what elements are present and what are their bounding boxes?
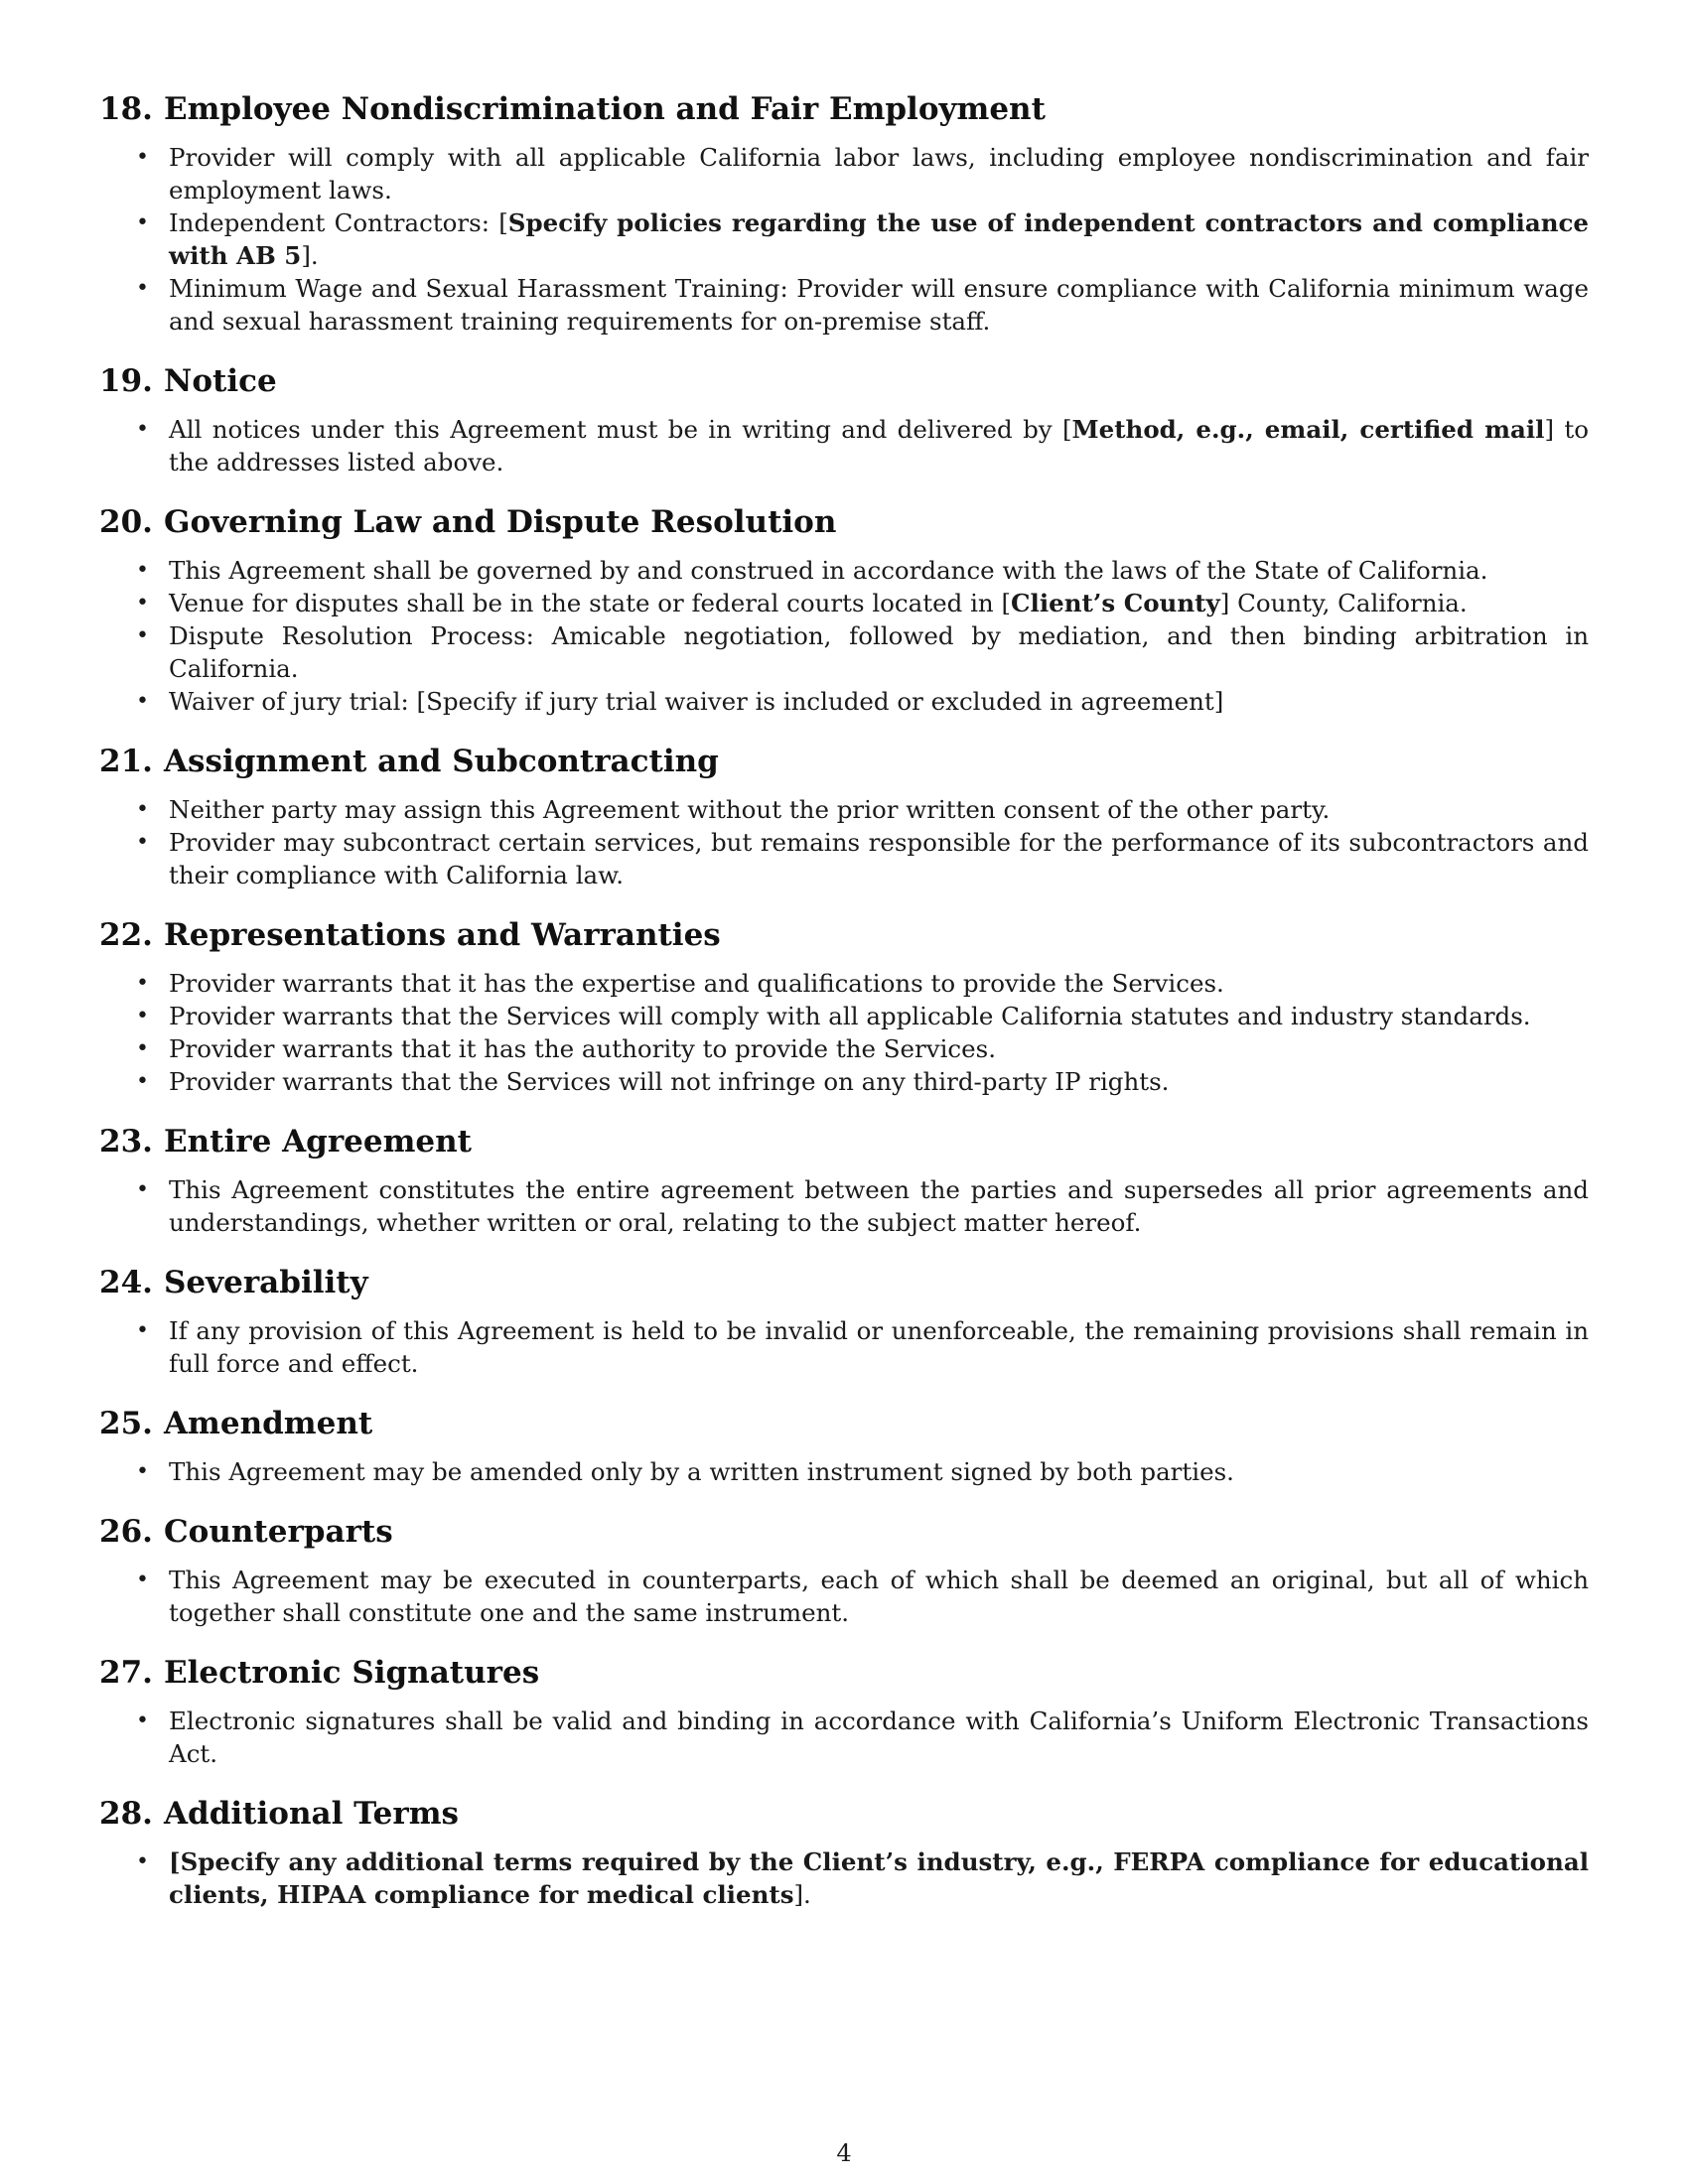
section-heading [99,742,1589,781]
list-item [99,1000,1589,1032]
section-title: Additional Terms [164,1796,459,1832]
item-text: Venue for disputes shall be in the state or federal courts located in [169,589,1002,617]
section-heading [99,502,1589,542]
item-text: Provider warrants that the Services will not infringe on any third-party IP rights. [169,1067,1170,1096]
item-text: Neither party may assign this Agreement without the prior written consent of the other party. [169,795,1331,824]
item-text: [ [1061,415,1072,444]
list-item [99,1455,1589,1488]
item-text: Independent Contractors: [169,208,499,237]
section-title: Employee Nondiscrimination and Fair Employment [164,91,1046,127]
bullet-icon: • [136,210,149,235]
list-item [99,1845,1589,1911]
bullet-icon: • [136,1004,149,1028]
section-number: 22. [99,917,153,953]
section-23 [99,1122,1589,1239]
section-title: Counterparts [164,1514,393,1550]
page-number: 4 [836,2139,852,2167]
list-item [99,826,1589,891]
section-title: Entire Agreement [164,1124,472,1160]
section-number: 20. [99,504,153,540]
bullet-list [99,967,1589,1098]
item-text: Electronic signatures shall be valid and binding in accordance with California’s Uniform Electronic Transactions Act. [169,1706,1589,1768]
section-title: Amendment [164,1406,373,1441]
section-heading [99,361,1589,401]
bullet-icon: • [136,971,149,996]
item-text: ]. [301,241,319,270]
item-text: Provider warrants that it has the expertise and qualifications to provide the Services. [169,969,1224,998]
list-item [99,685,1589,718]
section-heading [99,1404,1589,1443]
section-number: 21. [99,744,153,779]
section-number: 26. [99,1514,153,1550]
bullet-icon: • [136,1459,149,1484]
section-26 [99,1512,1589,1629]
bullet-list [99,793,1589,891]
bullet-icon: • [136,1318,149,1343]
list-item [99,1564,1589,1629]
item-text: [ [498,208,508,237]
bullet-icon: • [136,145,149,170]
section-heading [99,915,1589,955]
section-title: Severability [164,1265,368,1300]
section-number: 24. [99,1265,153,1300]
list-item [99,413,1589,478]
bold-placeholder-text: Method, e.g., email, certified mail [1071,415,1545,444]
section-28 [99,1794,1589,1911]
section-title: Governing Law and Dispute Resolution [164,504,837,540]
bullet-list [99,1455,1589,1488]
list-item [99,141,1589,206]
bullet-list [99,1564,1589,1629]
section-number: 23. [99,1124,153,1160]
section-title: Representations and Warranties [164,917,721,953]
bullet-icon: • [136,1036,149,1061]
section-heading [99,1653,1589,1693]
list-item [99,793,1589,826]
item-text: ] to the addresses listed above. [169,415,1589,477]
item-text: Dispute Resolution Process: Amicable negotiation, followed by mediation, and then binding arbitration in California. [169,621,1589,683]
item-text: Provider will comply with all applicable California labor laws, including employee nondiscrimination and fair employment laws. [169,143,1589,205]
bullet-icon: • [136,689,149,714]
bullet-icon: • [136,623,149,648]
list-item [99,272,1589,338]
bullet-icon: • [136,1177,149,1202]
bullet-icon: • [136,1568,149,1592]
bold-placeholder-text: Specify policies regarding the use of independent contractors and compliance with AB 5 [169,208,1590,270]
bold-placeholder-text: [ [169,1847,181,1876]
section-27 [99,1653,1589,1770]
section-18 [99,89,1589,338]
bullet-list [99,141,1589,338]
section-heading [99,1794,1589,1834]
bullet-icon: • [136,276,149,301]
list-item [99,554,1589,587]
bold-placeholder-text: Specify any additional terms required by the Client’s industry, e.g., FERPA compliance for educational clients, HIPAA compliance for medical clients [169,1847,1589,1909]
bullet-list [99,1845,1589,1911]
bullet-icon: • [136,558,149,583]
section-number: 28. [99,1796,153,1832]
section-22 [99,915,1589,1098]
bullet-list [99,1314,1589,1380]
section-heading [99,1512,1589,1552]
item-text: Provider may subcontract certain services, but remains responsible for the performance of its subcontractors and their compliance with California law. [169,828,1589,889]
item-text: ]. [793,1880,811,1909]
item-text: This Agreement may be executed in counterparts, each of which shall be deemed an original, but all of which together shall constitute one and the same instrument. [169,1566,1589,1627]
bullet-icon: • [136,417,149,442]
bullet-icon: • [136,591,149,615]
bullet-icon: • [136,1849,149,1874]
item-text: Minimum Wage and Sexual Harassment Training: Provider will ensure compliance with California minimum wage and sexual harassment training requirements for on-premise staff. [169,274,1589,336]
section-title: Assignment and Subcontracting [164,744,719,779]
item-text: All notices under this Agreement must be in writing and delivered by [169,415,1062,444]
bullet-icon: • [136,1069,149,1094]
section-19 [99,361,1589,478]
bullet-list [99,554,1589,718]
section-heading [99,89,1589,129]
list-item [99,206,1589,272]
item-text: Provider warrants that the Services will comply with all applicable California statutes and industry standards. [169,1002,1531,1030]
item-text: This Agreement constitutes the entire agreement between the parties and supersedes all prior agreements and understandings, whether written or oral, relating to the subject matter hereof. [169,1175,1589,1237]
list-item [99,1032,1589,1065]
bullet-list [99,1173,1589,1239]
bullet-list [99,413,1589,478]
item-text: If any provision of this Agreement is held to be invalid or unenforceable, the remaining provisions shall remain in full force and effect. [169,1316,1589,1378]
item-text: Provider warrants that it has the authority to provide the Services. [169,1034,997,1063]
list-item [99,1314,1589,1380]
list-item [99,587,1589,619]
item-text: ] County, California. [1219,589,1468,617]
list-item [99,967,1589,1000]
section-24 [99,1263,1589,1380]
section-heading [99,1122,1589,1161]
section-21 [99,742,1589,891]
document-body [99,89,1589,1935]
item-text: Waiver of jury trial: [Specify if jury trial waiver is included or excluded in agreement] [169,687,1224,716]
list-item [99,1173,1589,1239]
section-heading [99,1263,1589,1302]
bold-placeholder-text: Client’s County [1011,589,1220,617]
section-number: 27. [99,1655,153,1691]
section-number: 19. [99,363,153,399]
list-item [99,619,1589,685]
bullet-list [99,1705,1589,1770]
item-text: [ [1001,589,1012,617]
list-item [99,1705,1589,1770]
section-number: 18. [99,91,153,127]
section-title: Notice [164,363,277,399]
section-title: Electronic Signatures [164,1655,540,1691]
bullet-icon: • [136,830,149,855]
section-number: 25. [99,1406,153,1441]
item-text: This Agreement shall be governed by and construed in accordance with the laws of the State of California. [169,556,1488,585]
list-item [99,1065,1589,1098]
bullet-icon: • [136,1708,149,1733]
section-25 [99,1404,1589,1488]
bullet-icon: • [136,797,149,822]
section-20 [99,502,1589,718]
item-text: This Agreement may be amended only by a written instrument signed by both parties. [169,1457,1234,1486]
